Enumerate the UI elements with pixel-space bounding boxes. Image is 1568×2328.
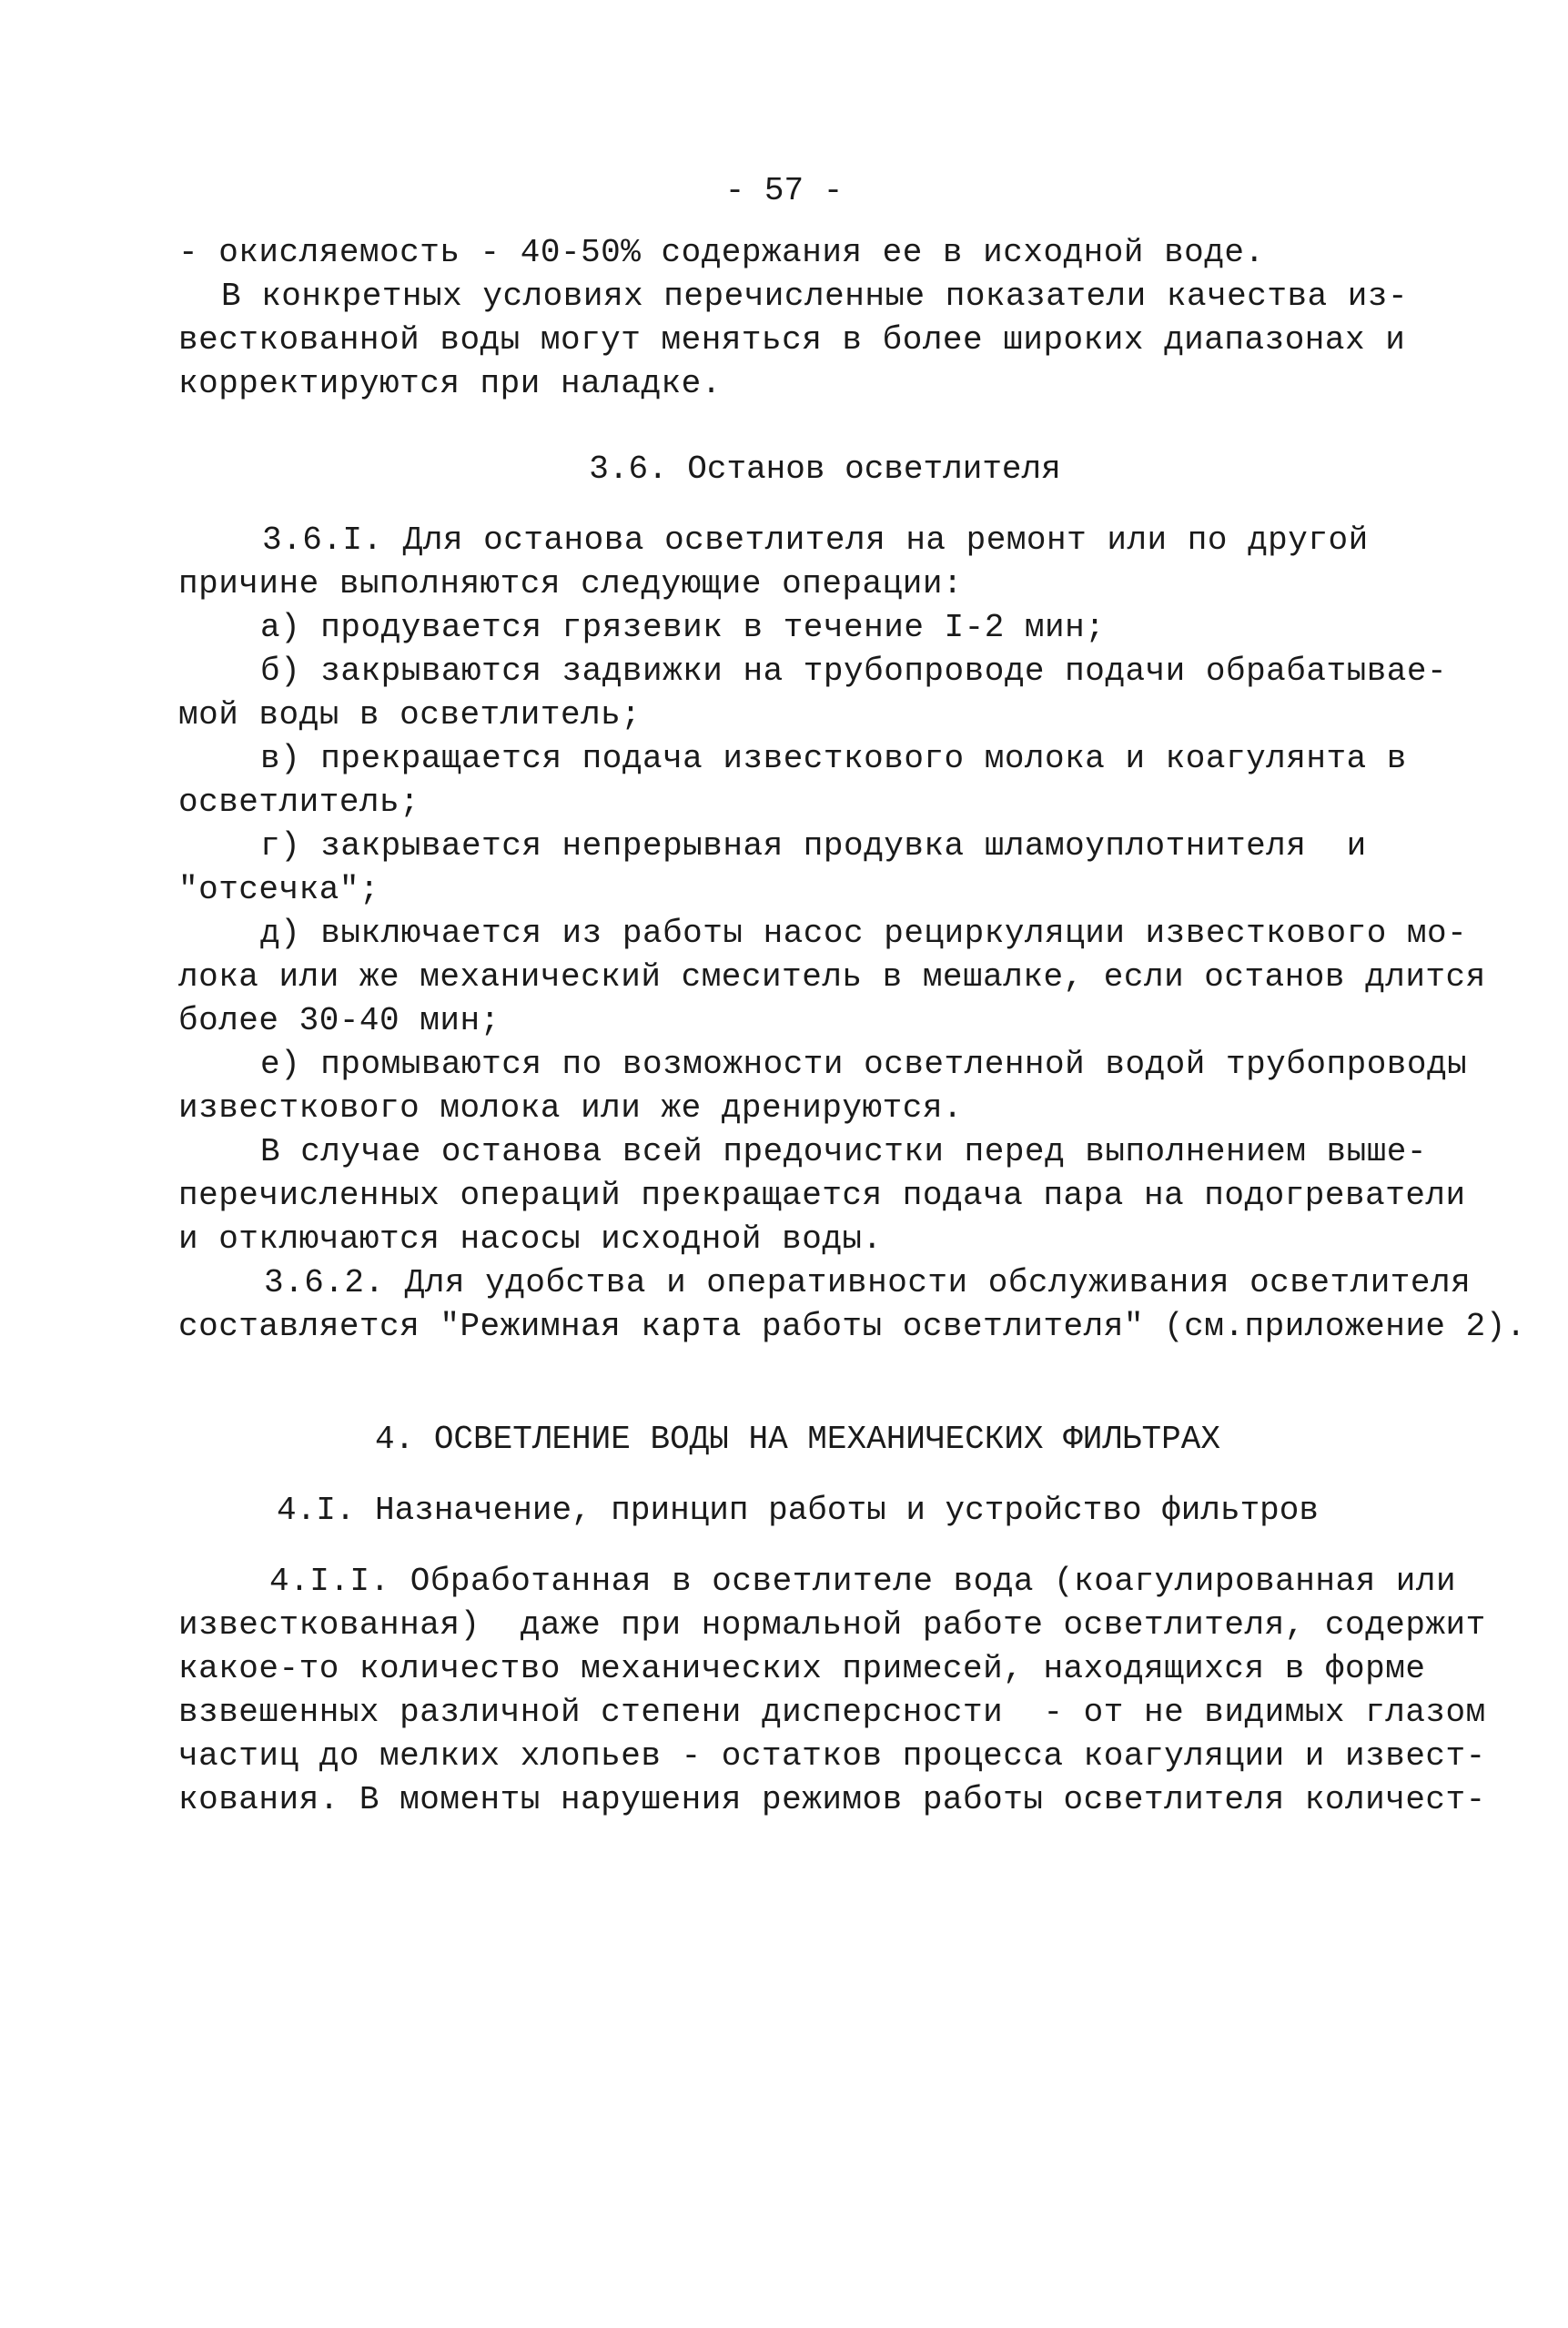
- paragraph-4-1-1-line: частиц до мелких хлопьев - остатков процесса коагуляции и извест-: [178, 1737, 1486, 1775]
- text-line: корректируются при наладке.: [178, 365, 722, 402]
- section-heading-4: 4. ОСВЕТЛЕНИЕ ВОДЫ НА МЕХАНИЧЕСКИХ ФИЛЬТРАХ: [375, 1421, 1220, 1458]
- page-number: - 57 -: [724, 172, 844, 209]
- paragraph-4-1-1-line: кования. В моменты нарушения режимов работы осветлителя количест-: [178, 1781, 1486, 1818]
- note-line: В случае останова всей предочистки перед выполнением выше-: [260, 1133, 1428, 1170]
- list-item-b-cont: мой воды в осветлитель;: [178, 696, 642, 734]
- list-item-a: а) продувается грязевик в течение I-2 мин;: [260, 609, 1106, 646]
- paragraph-4-1-1-line: взвешенных различной степени дисперсности - от не видимых глазом: [178, 1694, 1486, 1731]
- paragraph-3-6-1-line: 3.6.I. Для останова осветлителя на ремонт или по другой: [262, 521, 1369, 559]
- note-line: перечисленных операций прекращается подача пара на подогреватели: [178, 1177, 1466, 1214]
- paragraph-3-6-1-line: причине выполняются следующие операции:: [178, 565, 964, 602]
- note-line: и отключаются насосы исходной воды.: [178, 1220, 883, 1258]
- section-subheading-4-1: 4.I. Назначение, принцип работы и устройство фильтров: [277, 1492, 1319, 1529]
- list-item-v-cont: осветлитель;: [178, 784, 420, 821]
- list-item-e-cont: известкового молока или же дренируются.: [178, 1089, 964, 1127]
- paragraph-4-1-1-line: какое-то количество механических примесей, находящихся в форме: [178, 1650, 1426, 1687]
- section-heading-3-6: 3.6. Останов осветлителя: [589, 450, 1061, 488]
- paragraph-3-6-2-line: составляется "Режимная карта работы осветлителя" (см.приложение 2).: [178, 1308, 1526, 1345]
- list-item-g-cont: "отсечка";: [178, 871, 380, 908]
- list-item-d-cont: более 30-40 мин;: [178, 1002, 501, 1039]
- text-line: - окисляемость - 40-50% содержания ее в исходной воде.: [178, 234, 1265, 271]
- paragraph-3-6-2-line: 3.6.2. Для удобства и оперативности обслуживания осветлителя: [264, 1264, 1472, 1301]
- paragraph-4-1-1-line: известкованная) даже при нормальной работе осветлителя, содержит: [178, 1606, 1486, 1644]
- list-item-b: б) закрываются задвижки на трубопроводе подачи обрабатывае-: [260, 653, 1448, 690]
- list-item-d: д) выключается из работы насос рециркуляции известкового мо-: [260, 915, 1468, 952]
- text-line: В конкретных условиях перечисленные показатели качества из-: [221, 278, 1409, 315]
- list-item-d-cont: лока или же механический смеситель в мешалке, если останов длится: [178, 958, 1486, 996]
- list-item-e: е) промываются по возможности осветленной водой трубопроводы: [260, 1046, 1468, 1083]
- list-item-g: г) закрывается непрерывная продувка шламоуплотнителя и: [260, 827, 1367, 865]
- paragraph-4-1-1-line: 4.I.I. Обработанная в осветлителе вода (коагулированная или: [269, 1563, 1457, 1600]
- list-item-v: в) прекращается подача известкового молока и коагулянта в: [260, 740, 1407, 777]
- text-line: весткованной воды могут меняться в более широких диапазонах и: [178, 321, 1406, 359]
